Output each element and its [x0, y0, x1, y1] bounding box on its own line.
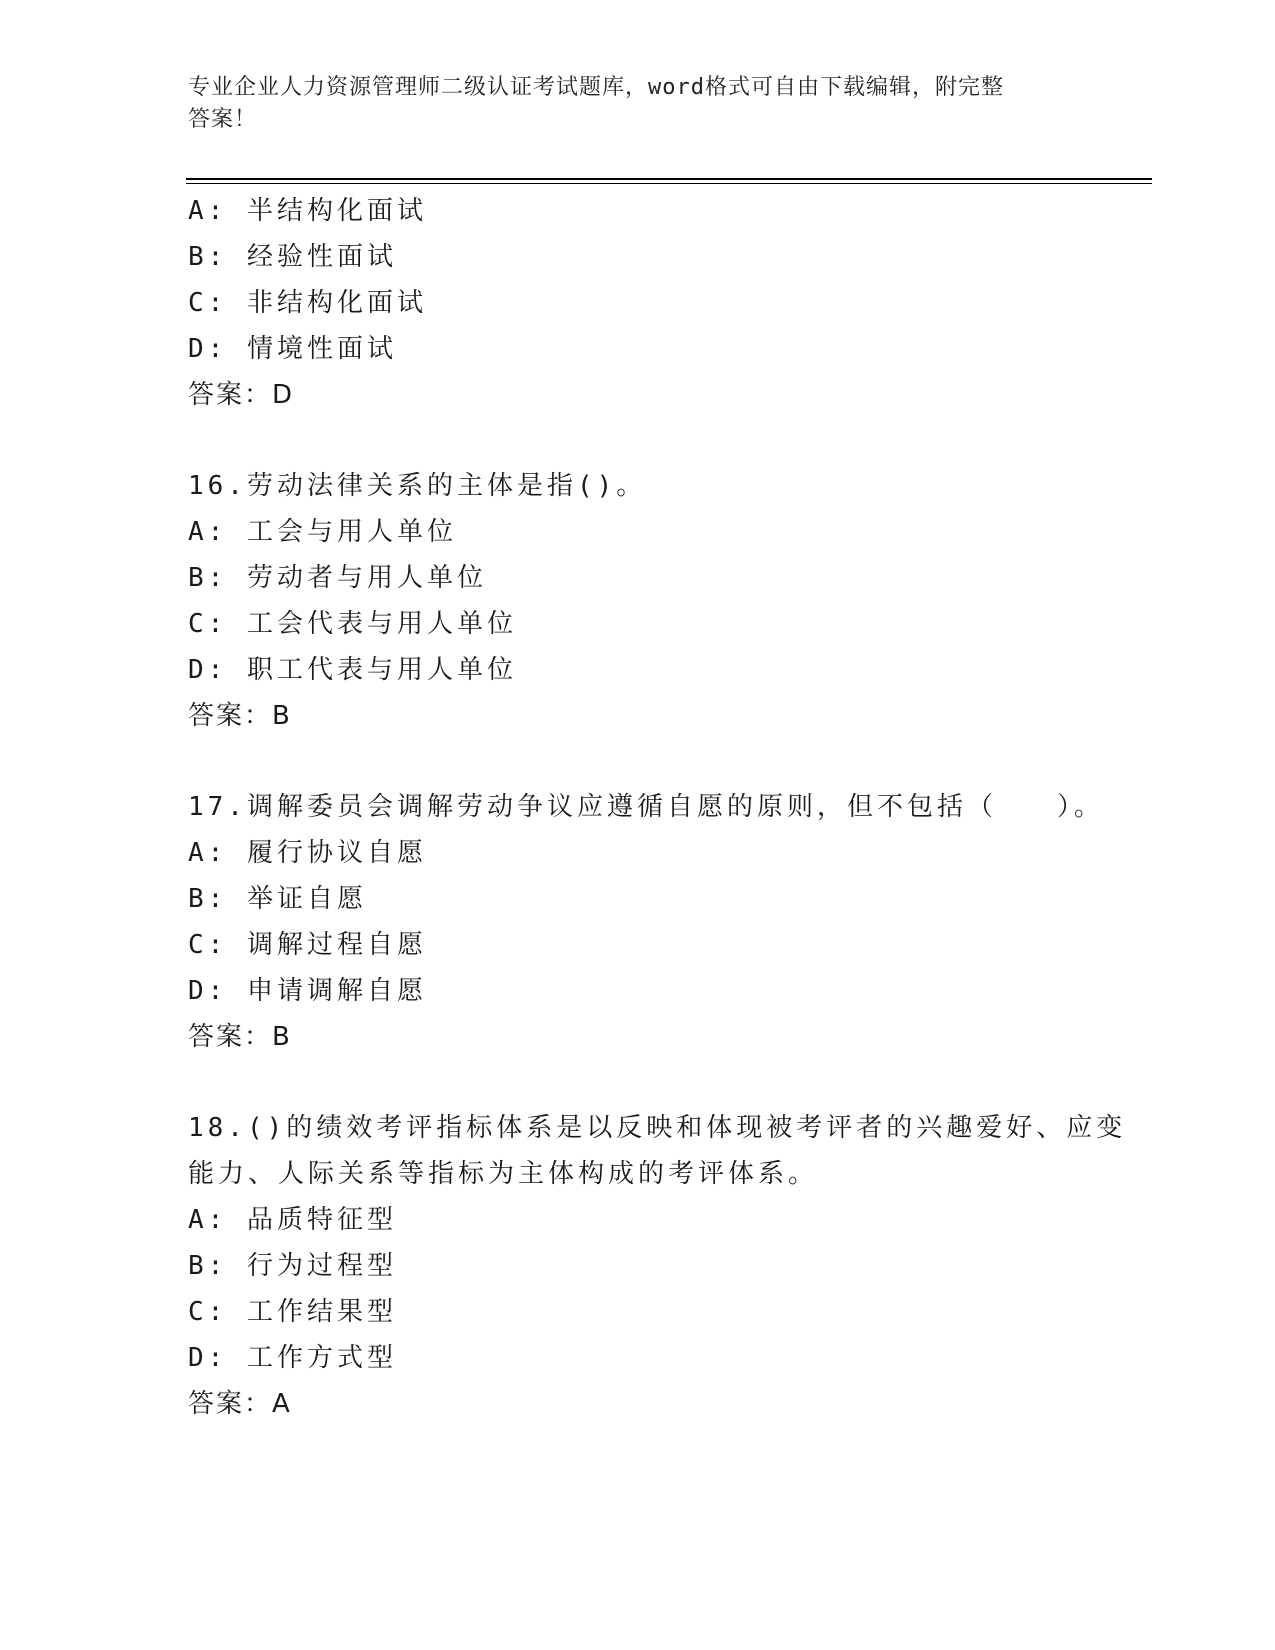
option-b: B: 举证自愿 [188, 884, 367, 914]
question-text-line-2: 能力、人际关系等指标为主体构成的考评体系。 [188, 1159, 819, 1189]
header-line-1: 专业企业人力资源管理师二级认证考试题库，word格式可自由下载编辑，附完整 [188, 75, 1004, 100]
question-block-17 [188, 784, 1104, 1060]
option-b: B: 行为过程型 [188, 1251, 397, 1281]
document-header [188, 72, 1068, 136]
option-d: D: 工作方式型 [188, 1343, 397, 1373]
question-block-15 [188, 188, 1088, 418]
option-a: A: 工会与用人单位 [188, 517, 457, 547]
question-text: 16.劳动法律关系的主体是指()。 [188, 471, 647, 501]
answer-line: 答案：A [188, 1389, 292, 1419]
option-c: C: 工作结果型 [188, 1297, 397, 1327]
option-b: B: 劳动者与用人单位 [188, 563, 487, 593]
answer-line: 答案：D [188, 380, 295, 410]
spacer [188, 739, 1088, 784]
option-a: A: 品质特征型 [188, 1205, 397, 1235]
header-divider-thin [186, 183, 1152, 184]
option-d: D: 申请调解自愿 [188, 976, 427, 1006]
option-c: C: 调解过程自愿 [188, 930, 427, 960]
question-text: 17.调解委员会调解劳动争议应遵循自愿的原则，但不包括（ ）。 [188, 792, 1104, 822]
option-a: A: 履行协议自愿 [188, 838, 427, 868]
answer-line: 答案：B [188, 701, 292, 731]
option-d: D: 职工代表与用人单位 [188, 655, 517, 685]
spacer [188, 1060, 1088, 1105]
option-d: D: 情境性面试 [188, 334, 397, 364]
question-list [188, 188, 1127, 1427]
question-text-line-1: 18.()的绩效考评指标体系是以反映和体现被考评者的兴趣爱好、应变 [188, 1113, 1127, 1143]
question-block-16 [188, 463, 1088, 739]
option-c: C: 工会代表与用人单位 [188, 609, 517, 639]
option-c: C: 非结构化面试 [188, 288, 427, 318]
question-block-18 [188, 1105, 1127, 1427]
option-b: B: 经验性面试 [188, 242, 397, 272]
option-a: A: 半结构化面试 [188, 196, 427, 226]
spacer [188, 418, 1088, 463]
answer-line: 答案：B [188, 1022, 292, 1052]
header-divider-thick [186, 178, 1152, 180]
header-line-2: 答案！ [188, 107, 258, 132]
